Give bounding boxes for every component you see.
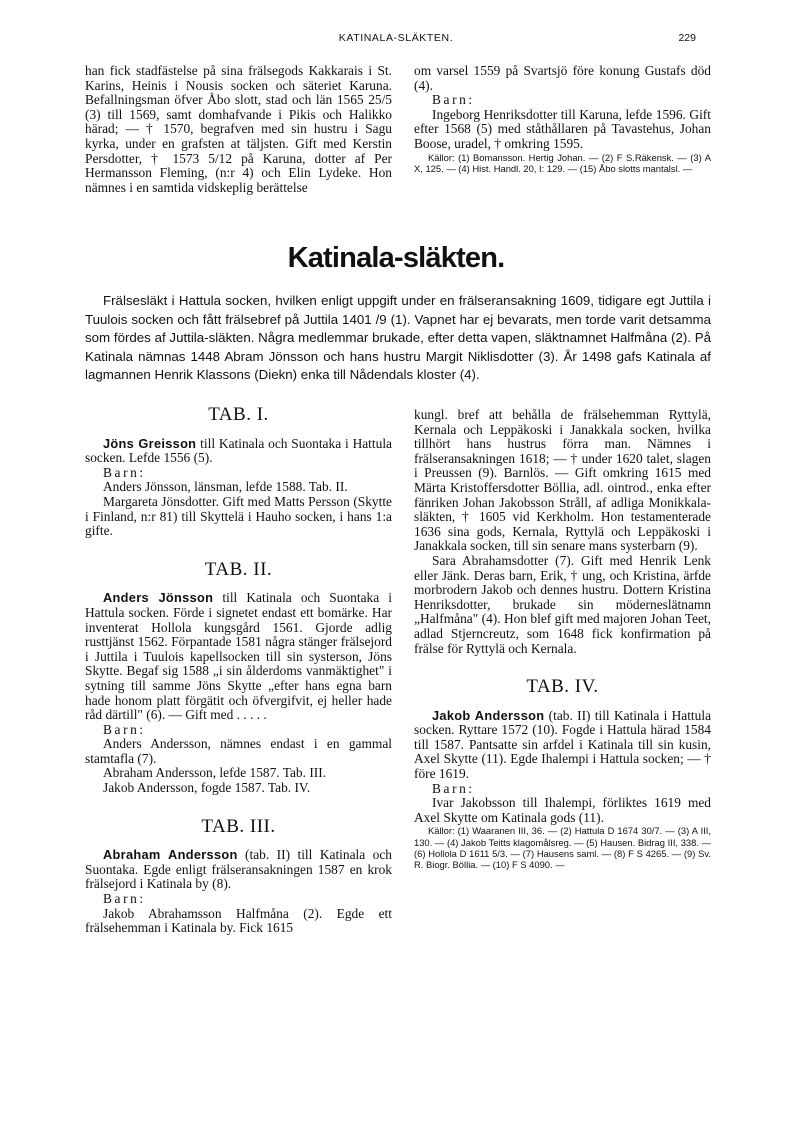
intro-paragraph: Frälsesläkt i Hattula socken, hvilken enligt uppgift under en frälseransakning 1609, tidigare egt Juttila i Tuulois socken och fått frälsebref på Juttila 1401 /9 (1). Vapnet har ej bevarats, men torde varit detsamma som fördes af Juttila-släkten. Några medlemmar brukade, efter detta vapen, släktnamnet Halfmåna (2). På Katinala nämnas 1448 Abram Jönsson och hans hustru Margit Niklisdotter (3). År 1498 gafs Katinala af lagmannen Henrik Klassons (Diekn) enka till Nådendals kloster (4). (85, 293, 711, 382)
children-label: Barn: (432, 92, 475, 108)
top-right-column (414, 64, 711, 174)
continued-paragraph-end: om varsel 1559 på Svartsjö före konung Gustafs död (4). (414, 63, 711, 93)
child-entry: Anders Jönsson, länsman, lefde 1588. Tab. II. (103, 479, 348, 495)
section-intro (85, 292, 711, 385)
child-entry: Abraham Andersson, lefde 1587. Tab. III. (103, 765, 327, 781)
child-entry: Anders Andersson, nämnes endast i en gammal stamtafla (7). (85, 736, 392, 766)
child-entry: Jakob Andersson, fogde 1587. Tab. IV. (103, 780, 311, 796)
section-title: Katinala-släkten. (287, 242, 505, 274)
child-entry: Ivar Jakobsson till Ihalempi, förliktes 1619 med Axel Skytte om Katinala gods (11). (414, 795, 711, 825)
children-label: Barn: (103, 721, 146, 737)
tab-4-person (414, 709, 711, 782)
tab-4-heading: TAB. IV. (526, 676, 599, 698)
child-entry: Ingeborg Henriksdotter till Karuna, lefde 1596. Gift efter 1568 (5) med ståthållaren på Tavastehus, Johan Boose, uradel, † omkring 1595. (414, 106, 711, 151)
children-label: Barn: (103, 464, 146, 480)
top-left-column (85, 64, 392, 195)
tab-1-person-text: till Katinala och Suontaka i Hattula socken. Lefde 1556 (5). (85, 435, 392, 466)
tab-1-person-name: Jöns Greisson (103, 435, 197, 451)
tab-2-person-name: Anders Jönsson (103, 590, 214, 606)
continuation-paragraph: kungl. bref att behålla de frälsehemman Ryttylä, Kernala och Leppäkoski i Janakkala socken, hvilka tillhört hans hustrus förra man. Nämnes i frälseransakningen 1618; — † under 1620 talet, slagen i Preussen (9). Barnlös. — Gift omkring 1615 med Märta Kristoffersdotter Böllia, adl. ointrod., enka efter fänriken Johan Jakobsson Stråll, af adliga Monikkala-släkten, † 1605 vid Kerkholm. Hon testamenterade 1636 sina gods, Kernala, Ryttylä och Leppäkoski i Janakkala socken, till sin senare mans systerbarn (9). (414, 407, 711, 554)
child-entry: Sara Abrahamsdotter (7). Gift med Henrik Lenk eller Jänk. Deras barn, Erik, † ung, och Kristina, ärfde morbrodern Jakob och dennes hustru. Dottern Kristina Henriksdotter, brukade sin möderneslätnamn „Halfmåna" (4). Hon blef gift med majoren Johan Teet, adlad Stjerncreutz, som 1648 fick konfirmation på frälse för Ryttylä och Kernala. (414, 552, 711, 656)
sources-note: Källor: (1) Waaranen III, 36. — (2) Hattula D 1674 30/7. — (3) A III, 130. — (4) Jakob Teitts klagomålsreg. — (5) Hausen. Bidrag III, 338. — (6) Hollola D 1611 5/3. — (7) Hausens saml. — (8) F S 4265. — (9) Sv. R. Biogr. Böllia. — (10) F S 4090. — (414, 825, 711, 871)
tab-4-person-text: (tab. II) till Katinala i Hattula socken. Ryttare 1572 (10). Fogde i Hattula härad 1584 till 1587. Pantsatte sin arfdel i Katinala till sin kusin, Axel Skytte (11). Egde Ihalempi i Hattula socken; — † före 1619. (414, 707, 712, 782)
tab-1-person (85, 437, 392, 466)
child-entry: Margareta Jönsdotter. Gift med Matts Persson (Skytte i Finland, n:r 81) till Skyttelä i Hauho socken, i hans 1:a gifte. (85, 493, 392, 539)
tab-3-person (85, 848, 392, 892)
left-column (85, 404, 392, 936)
tab-2-person (85, 591, 392, 722)
children-label: Barn: (103, 891, 146, 907)
tab-2-person-text: till Katinala och Suontaka i Hattula socken. Förde i signetet endast ett bomärke. Har inventerat Hollola kungsgård 1561. Gjorde adlig rusttjänst 1562. Förpantade 1581 några stänger frälsejord i Juttila i Tuulois kapellsocken till sin systerson, Jöns Skytte. Begaf sig 1588 „i sin ålderdoms vanmäktighet" i sytning till samme Jöns Skytte „efter hans egna barn hade honom platt förgätit och öfvergifvit, ej heller hade råd därtill" (6). — Gift med . . . . . (85, 590, 392, 723)
sources-note: Källor: (1) Bomansson. Hertig Johan. — (2) F S.Räkensk. — (3) A X, 125. — (4) Hist. Handl. 20, I: 129. — (15) Åbo slotts mantalsl. — (414, 151, 711, 174)
tab-3-person-name: Abraham Andersson (103, 847, 238, 863)
tab-4-person-name: Jakob Andersson (432, 707, 545, 723)
running-header (0, 32, 792, 48)
tab-1-heading: TAB. I. (208, 404, 269, 425)
tab-2-heading: TAB. II. (204, 558, 273, 580)
tab-3-heading: TAB. III. (201, 815, 276, 837)
right-column (414, 408, 711, 870)
continued-paragraph: han fick stadfästelse på sina frälsegods Kakkarais i St. Karins, Heinis i Nousis socken och säteriet Karuna. Befallningsman öfver Åbo slott, stad och län 1565 25/5 (3) till 1569, samt domhafvande i Pikis och Halikko härad; — † 1570, begrafven med sin hustru i Sagu kyrka, under en grafsten at täljsten. Gift med Kerstin Persdotter, † 1573 5/12 på Karuna, dotter af Per Hermansson Fleming, (n:r 4) och Elin Lydeke. Hon nämnes i en samtida vidskeplig berättelse (85, 63, 392, 195)
child-entry: Jakob Abrahamsson Halfmåna (2). Egde ett frälsehemman i Katinala by. Fick 1615 (85, 905, 392, 936)
page-number: 229 (678, 32, 696, 44)
tab-3-person-text: (tab. II) till Katinala och Suontaka. Egde enligt frälseransakningen 1587 en krok frälsejord i Katinala by (8). (85, 847, 392, 892)
children-label: Barn: (432, 780, 475, 796)
running-title: KATINALA-SLÄKTEN. (338, 32, 454, 44)
